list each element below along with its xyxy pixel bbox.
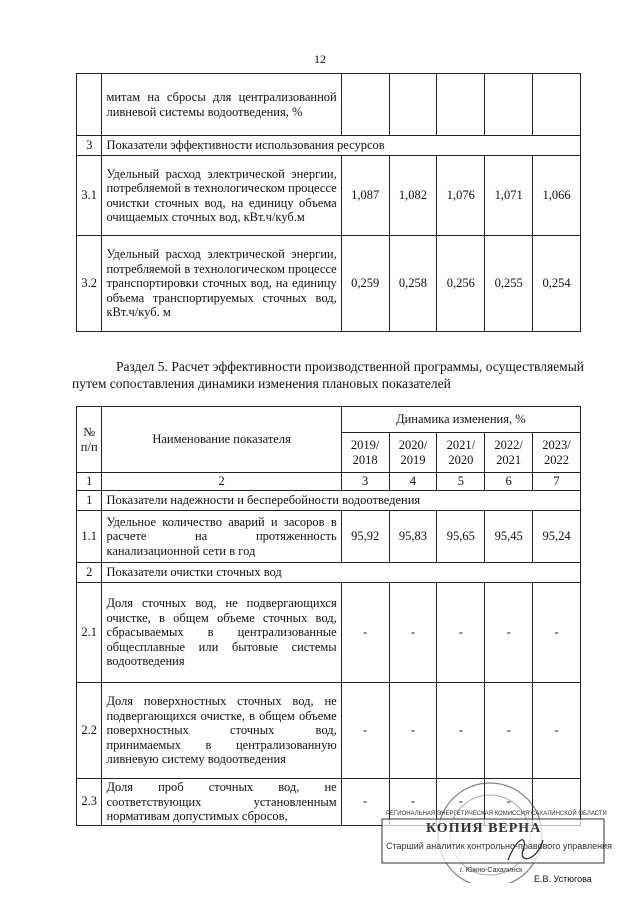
column-number: 5 <box>437 473 485 491</box>
value-cell <box>389 74 437 136</box>
section-row <box>77 136 581 156</box>
stamp-title: КОПИЯ ВЕРНА <box>426 821 542 836</box>
value-cell: - <box>389 583 437 683</box>
indicator-name: Удельный расход электрической энергии, потребляемой в технологическом процессе транспортировки сточных вод, на единицу объема транспортируемых сточных вод, кВт.ч/куб. м <box>102 236 341 332</box>
indicator-name: митам на сбросы для централизованной ливневой системы водоотведения, % <box>102 74 341 136</box>
value-cell: - <box>533 683 581 779</box>
value-cell: - <box>341 779 389 826</box>
table-row <box>77 236 581 332</box>
header-num: № п/п <box>77 407 102 473</box>
value-cell: - <box>437 583 485 683</box>
stamp-position: Старший аналитик контрольно-правового управления <box>386 841 612 851</box>
value-cell: 95,45 <box>485 511 533 563</box>
value-cell: 0,256 <box>437 236 485 332</box>
value-cell: 95,24 <box>533 511 581 563</box>
handwritten-signature <box>498 830 558 870</box>
value-cell: - <box>437 779 485 826</box>
indicator-name: Удельный расход электрической энергии, потребляемой в технологическом процессе очистки сточных вод, на единицу объема очищаемых сточных вод, кВт.ч/куб.м <box>102 156 341 236</box>
value-cell: 0,258 <box>389 236 437 332</box>
value-cell: - <box>341 583 389 683</box>
header-name: Наименование показателя <box>102 407 341 473</box>
row-number: 1.1 <box>77 511 102 563</box>
value-cell <box>341 74 389 136</box>
table-row <box>77 74 581 136</box>
header-period: 2021/ 2020 <box>437 433 485 473</box>
section-5-heading: Раздел 5. Расчет эффективности производственной программы, осуществляемый путем сопоставления динамики изменения плановых показателей <box>72 359 584 391</box>
value-cell: - <box>389 779 437 826</box>
value-cell: 1,087 <box>341 156 389 236</box>
section-number: 1 <box>77 491 102 511</box>
section-title: Показатели очистки сточных вод <box>102 563 581 583</box>
row-number: 3.1 <box>77 156 102 236</box>
value-cell: - <box>437 683 485 779</box>
column-number: 3 <box>341 473 389 491</box>
signer-name: Е.В. Устюгова <box>534 874 592 884</box>
stamp-org: РЕГИОНАЛЬНАЯ ЭНЕРГЕТИЧЕСКАЯ КОМИССИЯ САХАЛИНСКОЙ ОБЛАСТИ <box>386 811 607 817</box>
section-row <box>77 491 581 511</box>
header-period: 2019/ 2018 <box>341 433 389 473</box>
indicators-table-continued <box>76 73 581 332</box>
column-number: 1 <box>77 473 102 491</box>
header-row <box>77 407 581 433</box>
value-cell: 0,255 <box>485 236 533 332</box>
value-cell: - <box>389 683 437 779</box>
indicator-name: Доля проб сточных вод, не соответствующих установленным нормативам допустимых сбросов, <box>102 779 341 826</box>
value-cell: 95,83 <box>389 511 437 563</box>
header-dynamics: Динамика изменения, % <box>341 407 580 433</box>
table-row <box>77 583 581 683</box>
value-cell: 1,071 <box>485 156 533 236</box>
value-cell <box>533 74 581 136</box>
indicator-name: Доля поверхностных сточных вод, не подвергающихся очистке, в общем объеме поверхностных сточных вод, принимаемых в централизованную ливневую систему водоотведения <box>102 683 341 779</box>
value-cell: - <box>485 583 533 683</box>
value-cell: 1,076 <box>437 156 485 236</box>
header-period: 2023/ 2022 <box>533 433 581 473</box>
table-row <box>77 511 581 563</box>
header-period: 2022/ 2021 <box>485 433 533 473</box>
section-title: Показатели надежности и бесперебойности водоотведения <box>102 491 581 511</box>
table-row <box>77 683 581 779</box>
certification-stamp <box>378 775 612 883</box>
page-number: 12 <box>314 52 326 66</box>
indicator-name: Доля сточных вод, не подвергающихся очистке, в общем объеме сточных вод, сбрасываемых в централизованные общесплавные или бытовые системы водоотведения <box>102 583 341 683</box>
table-row <box>77 156 581 236</box>
value-cell: 0,259 <box>341 236 389 332</box>
value-cell: 1,066 <box>533 156 581 236</box>
column-number: 6 <box>485 473 533 491</box>
row-number <box>77 74 102 136</box>
column-numbers-row <box>77 473 581 491</box>
row-number: 3.2 <box>77 236 102 332</box>
value-cell: 95,65 <box>437 511 485 563</box>
value-cell: 0,254 <box>533 236 581 332</box>
row-number: 2.2 <box>77 683 102 779</box>
value-cell <box>485 74 533 136</box>
value-cell: - <box>341 683 389 779</box>
value-cell: - <box>533 583 581 683</box>
column-number: 2 <box>102 473 341 491</box>
header-period: 2020/ 2019 <box>389 433 437 473</box>
indicator-name: Удельное количество аварий и засоров в расчете на протяженность канализационной сети в год <box>102 511 341 563</box>
efficiency-table <box>76 406 581 826</box>
value-cell: 95,92 <box>341 511 389 563</box>
section-number: 3 <box>77 136 102 156</box>
column-number: 4 <box>389 473 437 491</box>
section-number: 2 <box>77 563 102 583</box>
section-row <box>77 563 581 583</box>
column-number: 7 <box>533 473 581 491</box>
value-cell <box>437 74 485 136</box>
row-number: 2.1 <box>77 583 102 683</box>
stamp-city: г. Южно-Сахалинск <box>460 867 523 874</box>
section-title: Показатели эффективности использования ресурсов <box>102 136 581 156</box>
value-cell: - <box>485 779 533 826</box>
row-number: 2.3 <box>77 779 102 826</box>
value-cell: 1,082 <box>389 156 437 236</box>
value-cell: - <box>485 683 533 779</box>
